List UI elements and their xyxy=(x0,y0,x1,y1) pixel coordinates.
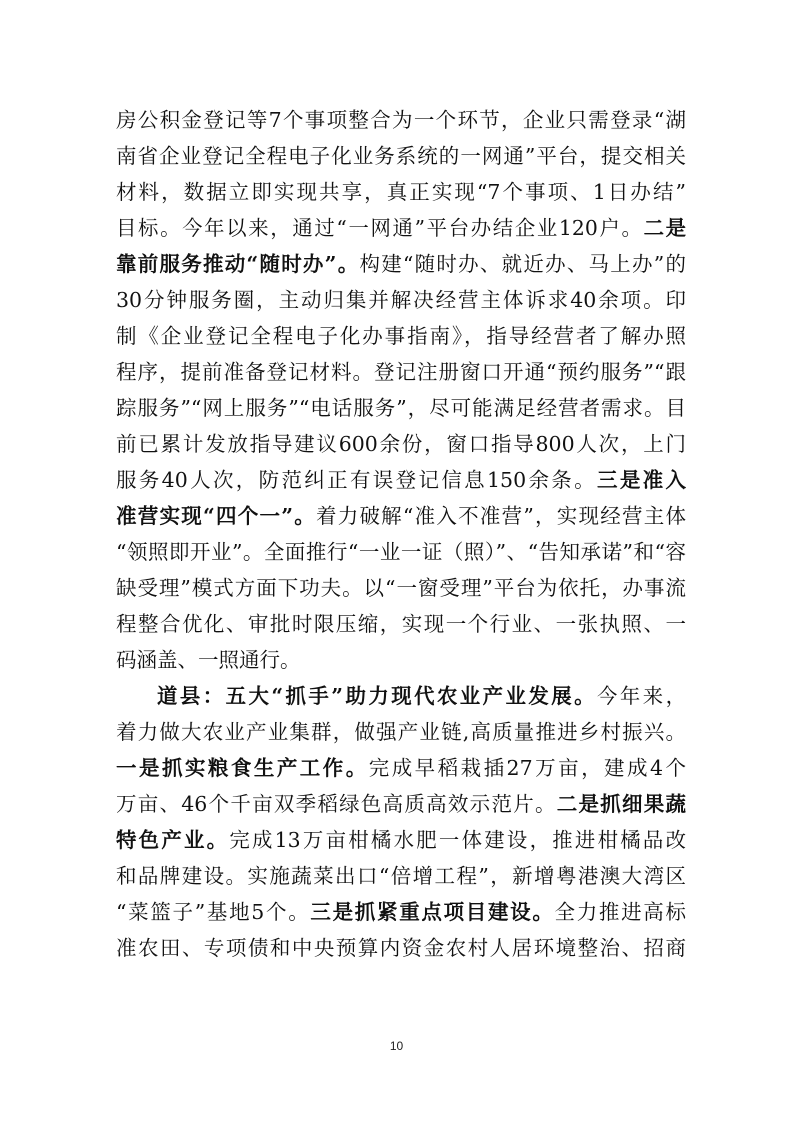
text-run: 程整合优化、审批时限压缩，实现一个行业、一张执照、一 xyxy=(116,612,686,636)
text-line xyxy=(116,246,686,282)
text-run: “菜篮子”基地5个。 xyxy=(116,900,311,924)
text-line xyxy=(116,822,686,858)
text-line xyxy=(116,282,686,318)
paragraph-hunan-registration xyxy=(116,102,686,678)
text-line xyxy=(116,138,686,174)
text-run: 前已累计发放指导建议600余份，窗口指导800人次，上门 xyxy=(116,432,686,456)
text-run: 目标。今年以来，通过“一网通”平台办结企业120户。 xyxy=(116,216,644,240)
text-line xyxy=(116,210,686,246)
text-line xyxy=(116,102,686,138)
text-line xyxy=(116,930,686,966)
text-run: 服务40人次，防范纠正有误登记信息150余条。 xyxy=(116,468,597,492)
text-line xyxy=(116,750,686,786)
text-line xyxy=(116,426,686,462)
text-run: 材料，数据立即实现共享，真正实现“7个事项、1日办结” xyxy=(116,180,686,204)
text-run: 踪服务”“网上服务”“电话服务”，尽可能满足经营者需求。目 xyxy=(116,396,686,420)
bold-run: 一是抓实粮食生产工作。 xyxy=(116,756,369,780)
text-line xyxy=(116,534,686,570)
text-run: 准农田、专项债和中央预算内资金农村人居环境整治、招商 xyxy=(116,936,686,960)
text-line xyxy=(116,642,686,678)
bold-run: 准营实现“四个一”。 xyxy=(116,504,316,528)
text-run: 南省企业登记全程电子化业务系统的一网通”平台，提交相关 xyxy=(116,144,686,168)
text-line xyxy=(116,354,686,390)
text-line xyxy=(116,462,686,498)
text-run: 和品牌建设。实施蔬菜出口“倍增工程”，新增粤港澳大湾区 xyxy=(116,864,686,888)
bold-run: 特色产业。 xyxy=(116,828,230,852)
page-number: 10 xyxy=(389,1039,404,1053)
bold-run: 三是抓紧重点项目建设。 xyxy=(310,900,555,924)
text-run: “领照即开业”。全面推行“一业一证（照）”、“告知承诺”和“容 xyxy=(116,540,686,564)
text-line xyxy=(116,606,686,642)
text-line xyxy=(116,894,686,930)
text-run: 30分钟服务圈，主动归集并解决经营主体诉求40余项。印 xyxy=(116,288,686,312)
bold-run: 道县：五大“抓手”助力现代农业产业发展。 xyxy=(157,684,597,708)
text-line xyxy=(116,318,686,354)
text-run: 缺受理”模式方面下功夫。以“一窗受理”平台为依托，办事流 xyxy=(116,576,686,600)
paragraph-daoxian-agriculture xyxy=(116,678,686,966)
text-line xyxy=(116,390,686,426)
text-line xyxy=(116,498,686,534)
text-run: 着力破解“准入不准营”，实现经营主体 xyxy=(315,504,686,528)
text-run: 构建“随时办、就近办、马上办”的 xyxy=(359,252,686,276)
text-line xyxy=(116,714,686,750)
text-line xyxy=(116,174,686,210)
text-run: 码涵盖、一照通行。 xyxy=(116,648,301,672)
text-run: 今年来， xyxy=(597,684,686,708)
text-line xyxy=(116,858,686,894)
text-run: 完成13万亩柑橘水肥一体建设，推进柑橘品改 xyxy=(229,828,686,852)
text-run: 全力推进高标 xyxy=(554,900,686,924)
bold-run: 靠前服务推动“随时办”。 xyxy=(116,252,360,276)
text-run: 程序，提前准备登记材料。登记注册窗口开通“预约服务”“跟 xyxy=(116,360,686,384)
bold-run: 二是 xyxy=(643,216,686,240)
document-body xyxy=(116,102,686,966)
text-run: 制《企业登记全程电子化办事指南》，指导经营者了解办照 xyxy=(116,324,686,348)
text-line xyxy=(116,786,686,822)
text-line xyxy=(116,678,686,714)
text-line xyxy=(116,570,686,606)
text-run: 万亩、46个千亩双季稻绿色高质高效示范片。 xyxy=(116,792,557,816)
text-run: 房公积金登记等7个事项整合为一个环节，企业只需登录“湖 xyxy=(116,108,686,132)
bold-run: 三是准入 xyxy=(596,468,686,492)
text-run: 完成早稻栽插27万亩，建成4个 xyxy=(368,756,686,780)
text-run: 着力做大农业产业集群，做强产业链,高质量推进乡村振兴。 xyxy=(116,720,686,744)
bold-run: 二是抓细果蔬 xyxy=(556,792,686,816)
